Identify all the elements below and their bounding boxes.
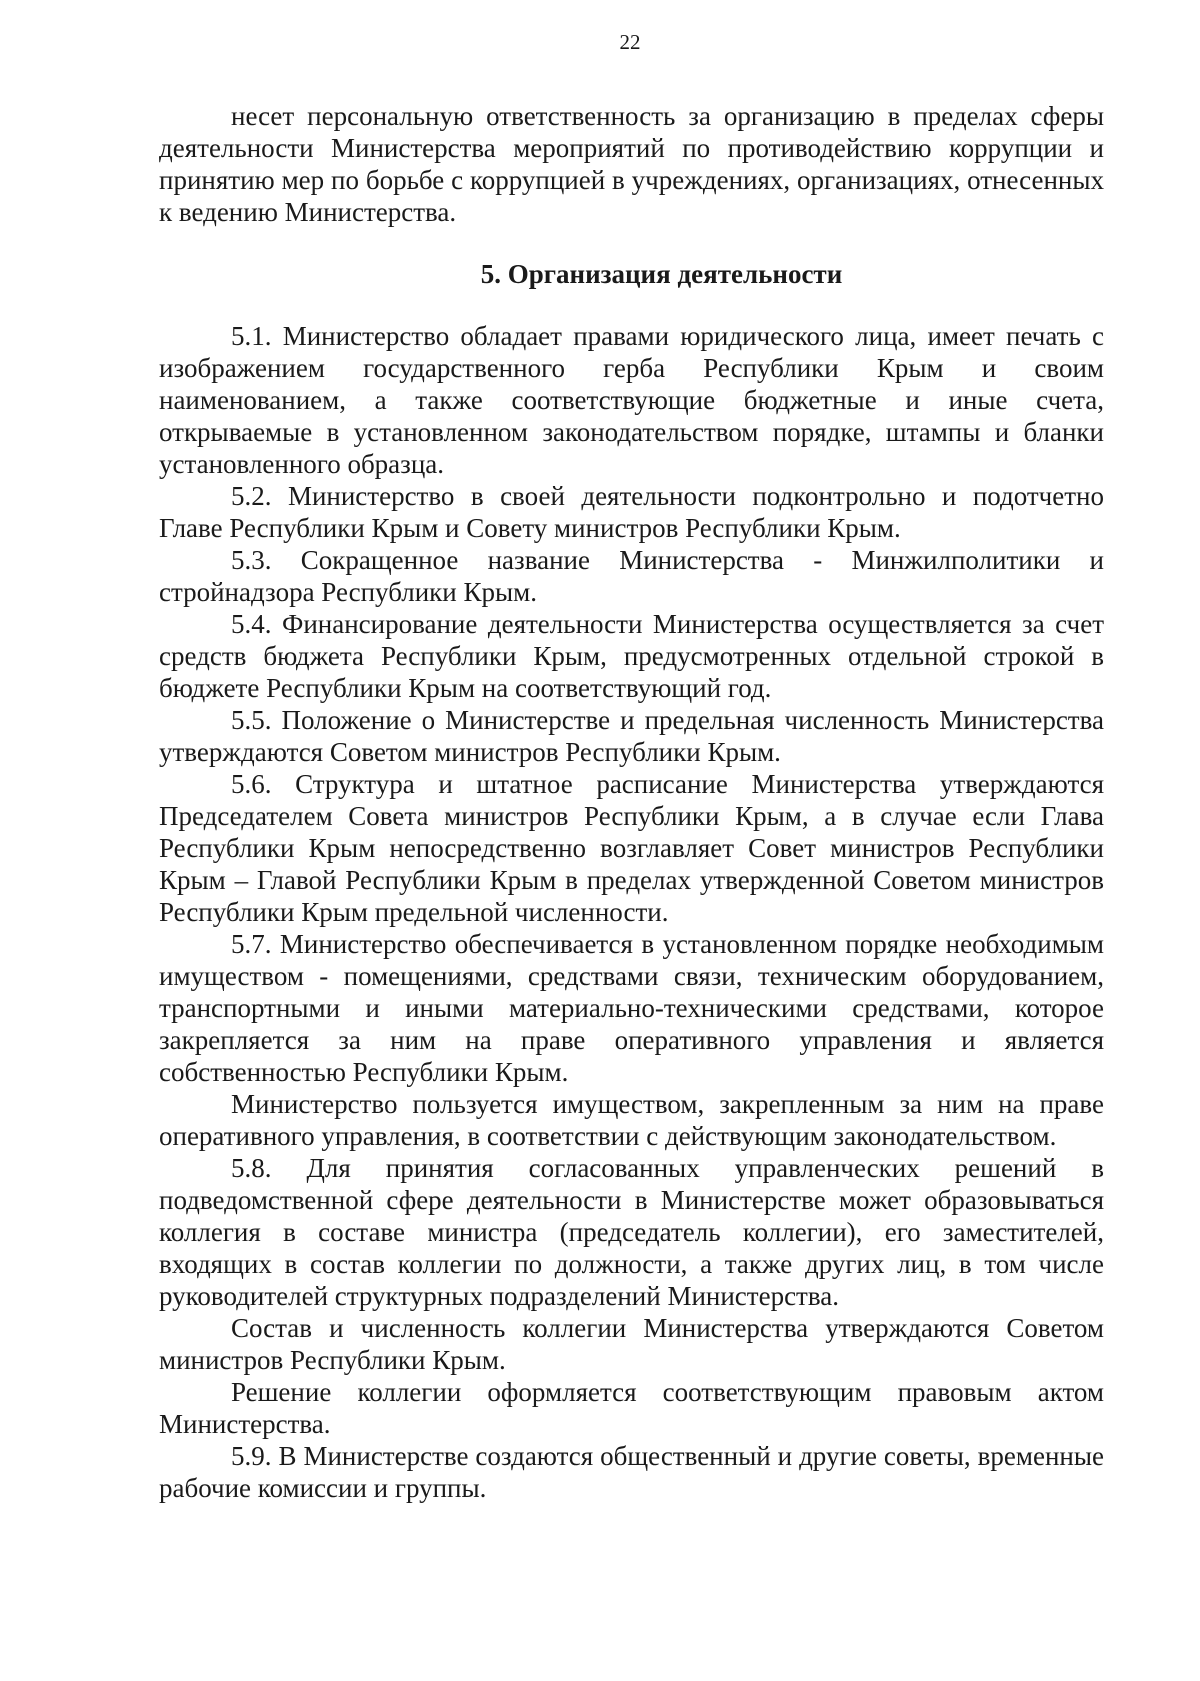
paragraph-5-4: 5.4. Финансирование деятельности Министерства осуществляется за счет средств бюджета Республики Крым, предусмотренных отдельной строкой в бюджете Республики Крым на соответствующий год. bbox=[159, 609, 1104, 703]
paragraph-5-7: 5.7. Министерство обеспечивается в установленном порядке необходимым имуществом - помещениями, средствами связи, техническим оборудованием, транспортными и иными материально-техническими средствами, которое закрепляется за ним на праве оперативного управления и является собственностью Республики Крым. bbox=[159, 929, 1104, 1087]
paragraph-5-1: 5.1. Министерство обладает правами юридического лица, имеет печать с изображением государственного герба Республики Крым и своим наименованием, а также соответствующие бюджетные и иные счета, открываемые в установленном законодательством порядке, штампы и бланки установленного образца. bbox=[159, 321, 1104, 479]
paragraph-5-8-decision: Решение коллегии оформляется соответствующим правовым актом Министерства. bbox=[159, 1377, 1104, 1439]
paragraph-5-7-property: Министерство пользуется имуществом, закрепленным за ним на праве оперативного управления, в соответствии с действующим законодательством. bbox=[159, 1089, 1104, 1151]
document-body bbox=[159, 100, 1104, 1504]
paragraph-5-6: 5.6. Структура и штатное расписание Министерства утверждаются Председателем Совета министров Республики Крым, а в случае если Глава Республики Крым непосредственно возглавляет Совет министров Республики Крым – Главой Республики Крым в пределах утвержденной Советом министров Республики Крым предельной численности. bbox=[159, 769, 1104, 927]
paragraph-5-5: 5.5. Положение о Министерстве и предельная численность Министерства утверждаются Советом министров Республики Крым. bbox=[159, 705, 1104, 767]
paragraph-5-3: 5.3. Сокращенное название Министерства - Минжилполитики и стройнадзора Республики Крым. bbox=[159, 545, 1104, 607]
paragraph-5-9: 5.9. В Министерстве создаются общественный и другие советы, временные рабочие комиссии и группы. bbox=[159, 1441, 1104, 1503]
intro-paragraph: несет персональную ответственность за организацию в пределах сферы деятельности Министерства мероприятий по противодействию коррупции и принятию мер по борьбе с коррупцией в учреждениях, организациях, отнесенных к ведению Министерства. bbox=[159, 101, 1104, 227]
paragraph-5-2: 5.2. Министерство в своей деятельности подконтрольно и подотчетно Главе Республики Крым и Совету министров Республики Крым. bbox=[159, 481, 1104, 543]
page-number: 22 bbox=[619, 30, 641, 54]
section-title: 5. Организация деятельности bbox=[480, 259, 843, 289]
paragraph-5-8: 5.8. Для принятия согласованных управленческих решений в подведомственной сфере деятельности в Министерстве может образовываться коллегия в составе министра (председатель коллегии), его заместителей, входящих в состав коллегии по должности, а также других лиц, в том числе руководителей структурных подразделений Министерства. bbox=[159, 1153, 1104, 1311]
paragraph-5-8-composition: Состав и численность коллегии Министерства утверждаются Советом министров Республики Крым. bbox=[159, 1313, 1104, 1375]
